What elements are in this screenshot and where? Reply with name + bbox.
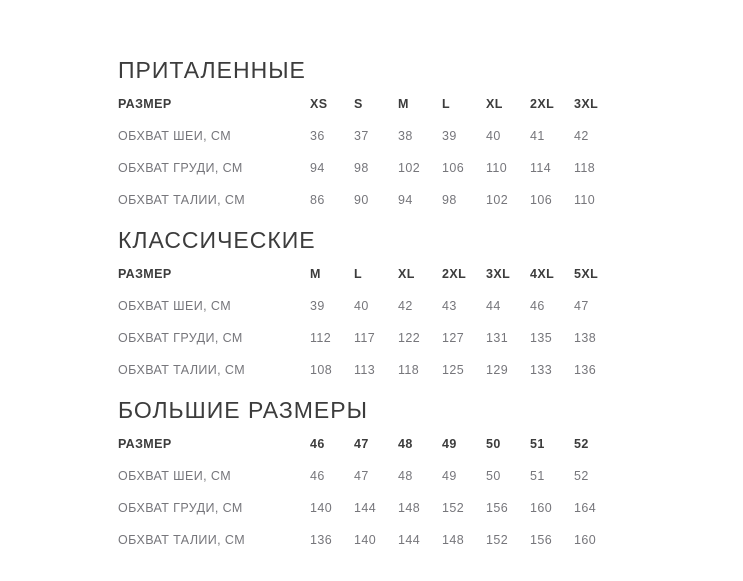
- row-label: ОБХВАТ ШЕИ, СМ: [118, 299, 232, 313]
- cell-value: 47: [574, 299, 589, 313]
- cell-value: 94: [310, 161, 325, 175]
- size-table-fitted: [118, 56, 743, 216]
- table-header-row: [118, 428, 743, 460]
- table-row-chest: [118, 492, 743, 524]
- cell-value: 148: [442, 533, 465, 547]
- cell-value: 110: [486, 161, 508, 175]
- cell-value: 112: [310, 331, 332, 345]
- table-header-row: [118, 88, 743, 120]
- header-size-col: S: [354, 97, 363, 111]
- cell-value: 48: [398, 469, 413, 483]
- cell-value: 98: [442, 193, 457, 207]
- row-label: ОБХВАТ ТАЛИИ, СМ: [118, 363, 246, 377]
- cell-value: 37: [354, 129, 369, 143]
- cell-value: 42: [574, 129, 589, 143]
- header-size-col: XS: [310, 97, 328, 111]
- row-label: ОБХВАТ ГРУДИ, СМ: [118, 501, 243, 515]
- header-size-col: XL: [398, 267, 415, 281]
- cell-value: 106: [530, 193, 553, 207]
- cell-value: 39: [310, 299, 325, 313]
- row-label: ОБХВАТ ШЕИ, СМ: [118, 129, 232, 143]
- header-size-label: РАЗМЕР: [118, 97, 172, 111]
- cell-value: 135: [530, 331, 553, 345]
- cell-value: 160: [530, 501, 553, 515]
- size-table-large: [118, 396, 743, 556]
- cell-value: 106: [442, 161, 465, 175]
- cell-value: 42: [398, 299, 413, 313]
- cell-value: 102: [486, 193, 509, 207]
- header-size-label: РАЗМЕР: [118, 267, 172, 281]
- cell-value: 40: [354, 299, 369, 313]
- header-size-col: L: [354, 267, 363, 281]
- cell-value: 131: [486, 331, 509, 345]
- cell-value: 164: [574, 501, 597, 515]
- row-label: ОБХВАТ ТАЛИИ, СМ: [118, 533, 246, 547]
- cell-value: 41: [530, 129, 545, 143]
- cell-value: 50: [486, 469, 501, 483]
- table-row-chest: [118, 322, 743, 354]
- header-size-col: M: [398, 97, 409, 111]
- cell-value: 125: [442, 363, 465, 377]
- row-label: ОБХВАТ ТАЛИИ, СМ: [118, 193, 246, 207]
- table-row-neck: [118, 460, 743, 492]
- table-title-large: БОЛЬШИЕ РАЗМЕРЫ: [118, 397, 368, 423]
- cell-value: 44: [486, 299, 501, 313]
- cell-value: 144: [398, 533, 421, 547]
- header-size-label: РАЗМЕР: [118, 437, 172, 451]
- cell-value: 156: [486, 501, 509, 515]
- header-size-col: 5XL: [574, 267, 599, 281]
- header-size-col: M: [310, 267, 321, 281]
- cell-value: 138: [574, 331, 597, 345]
- header-size-col: 46: [310, 437, 325, 451]
- header-size-col: 51: [530, 437, 545, 451]
- cell-value: 117: [354, 331, 376, 345]
- header-size-col: 3XL: [574, 97, 599, 111]
- cell-value: 102: [398, 161, 421, 175]
- header-size-col: 50: [486, 437, 501, 451]
- header-size-col: L: [442, 97, 451, 111]
- cell-value: 113: [354, 363, 376, 377]
- table-title-fitted: ПРИТАЛЕННЫЕ: [118, 57, 306, 83]
- cell-value: 38: [398, 129, 413, 143]
- cell-value: 136: [310, 533, 333, 547]
- table-row-neck: [118, 290, 743, 322]
- cell-value: 118: [398, 363, 420, 377]
- cell-value: 122: [398, 331, 421, 345]
- table-title-classic: КЛАССИЧЕСКИЕ: [118, 227, 316, 253]
- header-size-col: 4XL: [530, 267, 555, 281]
- cell-value: 108: [310, 363, 333, 377]
- table-row-neck: [118, 120, 743, 152]
- table-row-waist: [118, 524, 743, 556]
- header-size-col: 52: [574, 437, 589, 451]
- cell-value: 46: [530, 299, 545, 313]
- cell-value: 110: [574, 193, 596, 207]
- cell-value: 36: [310, 129, 325, 143]
- table-row-waist: [118, 354, 743, 386]
- cell-value: 140: [310, 501, 333, 515]
- cell-value: 114: [530, 161, 552, 175]
- cell-value: 40: [486, 129, 501, 143]
- row-label: ОБХВАТ ГРУДИ, СМ: [118, 331, 243, 345]
- cell-value: 90: [354, 193, 369, 207]
- cell-value: 144: [354, 501, 377, 515]
- cell-value: 127: [442, 331, 465, 345]
- cell-value: 129: [486, 363, 509, 377]
- cell-value: 140: [354, 533, 377, 547]
- cell-value: 52: [574, 469, 589, 483]
- cell-value: 94: [398, 193, 413, 207]
- cell-value: 160: [574, 533, 597, 547]
- row-label: ОБХВАТ ГРУДИ, СМ: [118, 161, 243, 175]
- cell-value: 43: [442, 299, 457, 313]
- cell-value: 133: [530, 363, 553, 377]
- header-size-col: 49: [442, 437, 457, 451]
- size-table-classic: [118, 226, 743, 386]
- cell-value: 86: [310, 193, 325, 207]
- table-row-chest: [118, 152, 743, 184]
- header-size-col: 48: [398, 437, 413, 451]
- cell-value: 118: [574, 161, 596, 175]
- cell-value: 156: [530, 533, 553, 547]
- cell-value: 148: [398, 501, 421, 515]
- cell-value: 136: [574, 363, 597, 377]
- header-size-col: 2XL: [442, 267, 467, 281]
- cell-value: 152: [486, 533, 509, 547]
- header-size-col: 3XL: [486, 267, 511, 281]
- table-header-row: [118, 258, 743, 290]
- table-row-waist: [118, 184, 743, 216]
- cell-value: 39: [442, 129, 457, 143]
- header-size-col: XL: [486, 97, 503, 111]
- cell-value: 49: [442, 469, 457, 483]
- cell-value: 47: [354, 469, 369, 483]
- row-label: ОБХВАТ ШЕИ, СМ: [118, 469, 232, 483]
- header-size-col: 47: [354, 437, 369, 451]
- cell-value: 152: [442, 501, 465, 515]
- header-size-col: 2XL: [530, 97, 555, 111]
- cell-value: 51: [530, 469, 545, 483]
- cell-value: 98: [354, 161, 369, 175]
- cell-value: 46: [310, 469, 325, 483]
